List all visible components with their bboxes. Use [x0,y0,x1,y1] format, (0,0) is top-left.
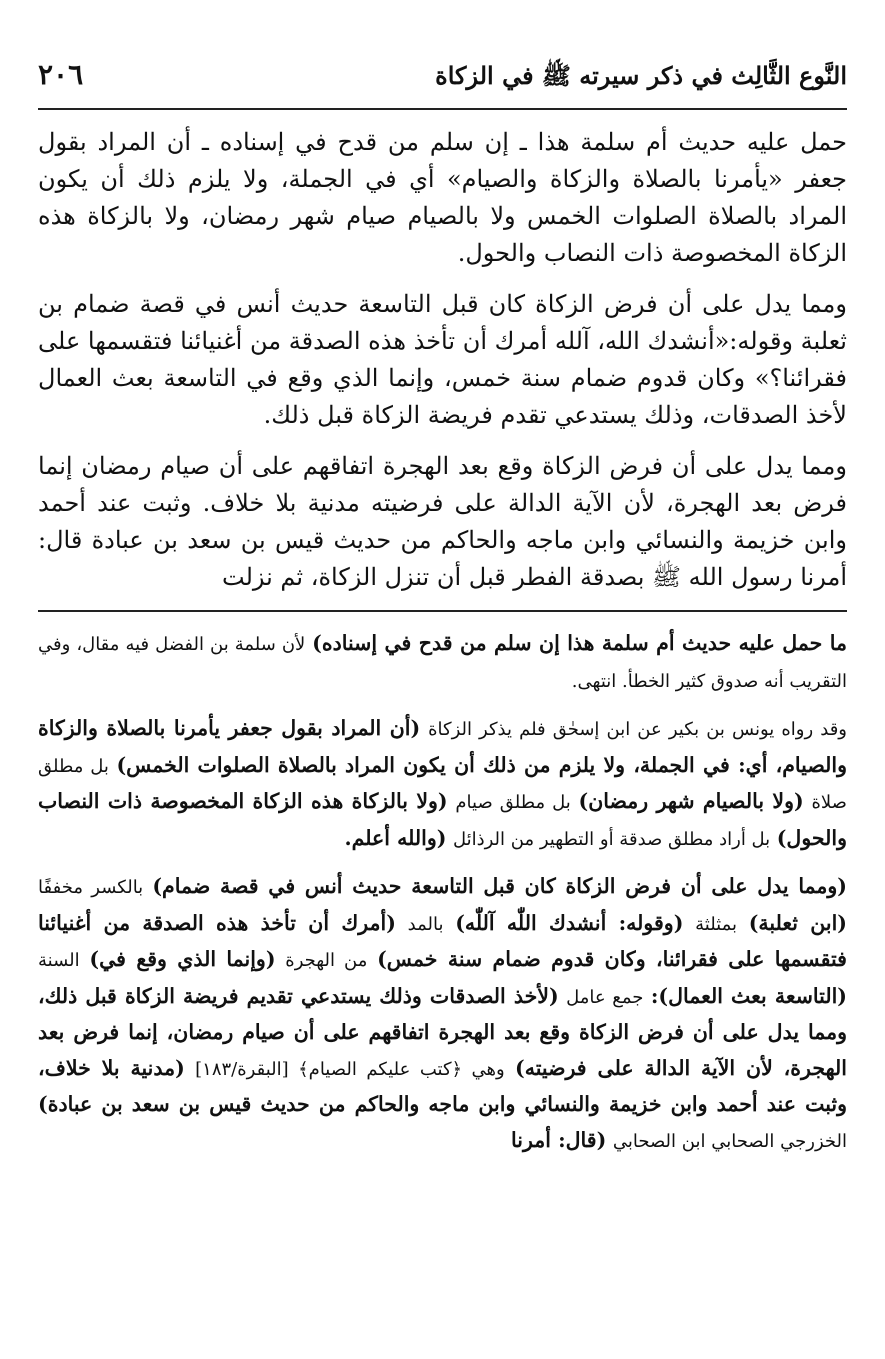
quoted-text: (أن المراد بقول جعفر يأمرنا بالصلاة والزكاة والصيام، أي: في الجملة، ولا يلزم من ذلك أن يكون المراد بالصلاة الصلوات الخمس) [38,716,847,777]
commentary-text: وهي ﴿كتب عليكم الصيام﴾ [البقرة/١٨٣] [195,1058,505,1080]
quoted-text: (والله أعلم. [344,825,447,850]
main-paragraph: ومما يدل على أن فرض الزكاة كان قبل التاسعة حديث أنس في قصة ضمام بن ثعلبة وقوله:«أنشدك الله، آلله أمرك أن تأخذ هذه الصدقة من أغنيائنا فتقسمها على فقرائنا؟» وكان قدوم ضمام سنة خمس، وإنما الذي وقع في التاسعة بعث العمال لأخذ الصدقات، وذلك يستدعي تقدم فريضة الزكاة قبل ذلك. [38,290,848,429]
commentary-paragraph [38,626,847,699]
quoted-text: (ابن ثعلبة) [748,910,847,935]
commentary [38,626,847,1159]
quoted-text: (أمرك أن تأخذ هذه الصدقة من أغنيائنا فتقسمها على فقرائنا، وكان قدوم ضمام سنة خمس) [38,910,847,971]
commentary-text: بل مطلق صيام [455,792,571,813]
separator-rule [38,610,847,612]
page-number: ٢٠٦ [38,58,84,91]
quoted-text: (مدنية بلا خلاف، وثبت عند أحمد وابن خزيمة والنسائي وابن ماجه والحاكم من حديث قيس بن سعد بن عبادة) [38,1055,847,1116]
commentary-text: بمثلثة [695,913,737,935]
commentary-text: الخزرجي الصحابي ابن الصحابي [612,1130,847,1152]
quoted-text: (قال: أمرنا [511,1127,607,1152]
commentary-text: وقد رواه يونس بن بكير عن ابن إسحٰق فلم يذكر الزكاة [428,719,847,740]
running-title: النَّوع الثَّالِث في ذكر سيرته ﷺ في الزكاة [435,61,847,90]
quoted-text: (وقوله: أنشدك اللّٰه آللّٰه) [455,910,684,935]
commentary-text: جمع عامل [566,986,644,1008]
commentary-text: من الهجرة [285,950,368,971]
quoted-text: (التاسعة بعث العمال): [650,983,847,1008]
commentary-paragraph [38,869,847,1159]
commentary-text: بالكسر مخففًا [38,877,144,898]
quoted-text: (ولا بالزكاة هذه الزكاة المخصوصة ذات النصاب والحول) [38,789,847,850]
quoted-text: (وإنما الذي وقع في) [89,947,276,971]
main-paragraph: ومما يدل على أن فرض الزكاة وقع بعد الهجرة اتفاقهم على أن صيام رمضان إنما فرض بعد الهجرة، لأن الآية الدالة على فرضيته مدنية بلا خلاف. وثبت عند أحمد وابن خزيمة والنسائي وابن ماجه والحاكم من حديث قيس بن سعد بن عبادة قال: أمرنا رسول الله ﷺ بصدقة الفطر قبل أن تنزل الزكاة، ثم نزلت [38,452,847,591]
quoted-text: (ومما يدل على أن فرض الزكاة كان قبل التاسعة حديث أنس في قصة ضمام) [152,874,847,898]
commentary-text: بل أراد مطلق صدقة أو التطهير من الرذائل [452,828,771,850]
main-paragraph: حمل عليه حديث أم سلمة هذا ـ إن سلم من قدح في إسناده ـ أن المراد بقول جعفر «يأمرنا بالصلاة والزكاة والصيام» أي في الجملة، ولا يلزم ذلك أن يكون المراد بالصلاة الصلوات الخمس ولا بالصيام صيام شهر رمضان، ولا بالزكاة هذه الزكاة المخصوصة ذات النصاب والحول. [38,128,847,267]
commentary-text: لأن سلمة بن الفضل فيه مقال، وفي التقريب أنه صدوق كثير الخطأ. انتهى. [38,634,847,692]
commentary-text: السنة [38,950,80,971]
commentary-text: بالمد [407,913,444,935]
commentary-paragraph [38,711,847,857]
quoted-text: (ولا بالصيام شهر رمضان) [578,789,804,813]
book-page [38,58,847,1171]
main-text [38,124,847,596]
page-header [38,58,847,110]
commentary-text: بل مطلق صلاة [38,755,847,813]
quoted-text: ما حمل عليه حديث أم سلمة هذا إن سلم من قدح في إسناده) [312,631,847,655]
quoted-text: (لأخذ الصدقات وذلك يستدعي تقديم فريضة الزكاة قبل ذلك، ومما يدل على أن فرض الزكاة وقع بعد الهجرة اتفاقهم على أن صيام رمضان، إنما فرض بعد الهجرة، لأن الآية الدالة على فرضيته) [38,983,847,1080]
